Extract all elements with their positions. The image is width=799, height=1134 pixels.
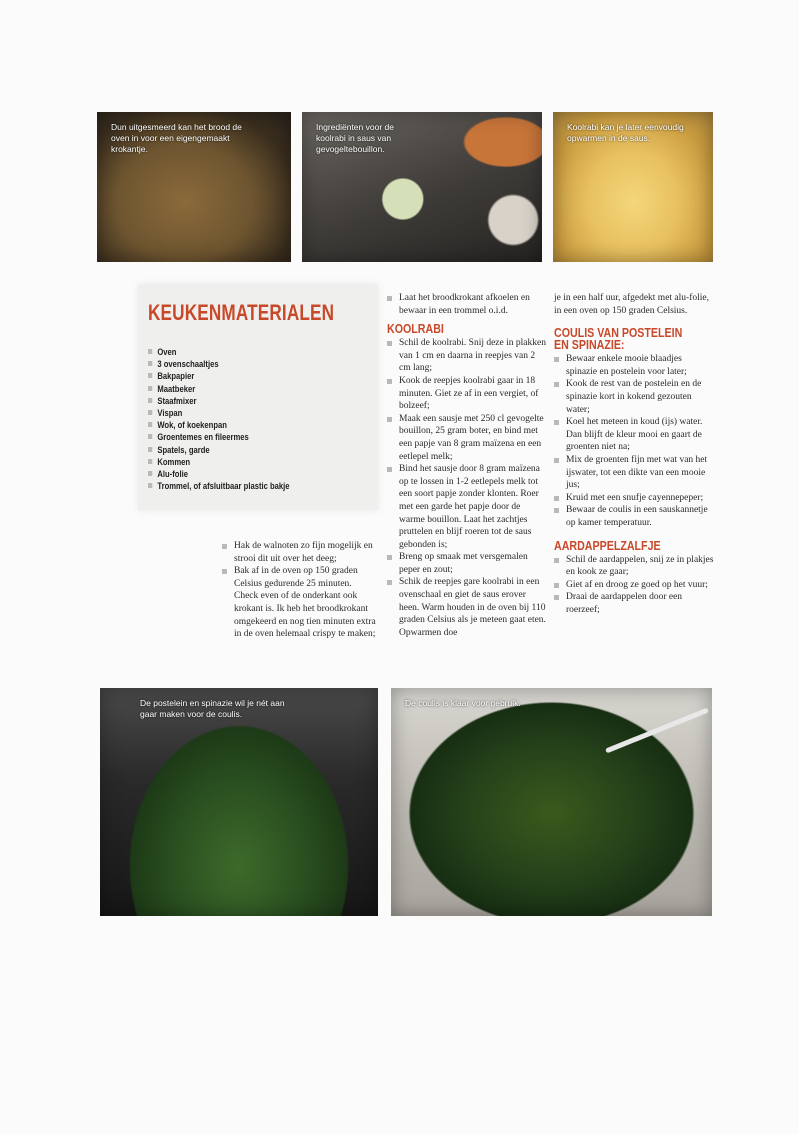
list-item: Oven — [148, 346, 290, 358]
bullet-square-icon — [148, 386, 152, 391]
photo-caption: Dun uitgesmeerd kan het brood de oven in voor een eigengemaakt krokantje. — [111, 122, 242, 154]
bullet-square-icon — [387, 296, 392, 301]
list-item: Trommel, of afsluitbaar plastic bakje — [148, 480, 290, 492]
photo-koolrabi-sauce — [553, 112, 713, 262]
photo-caption: Koolrabi kan je later eenvoudig opwarmen in de saus. — [567, 122, 684, 143]
bullet-square-icon — [148, 398, 152, 403]
bullet-square-icon — [148, 471, 152, 476]
bullet-square-icon — [554, 382, 559, 387]
recipe-step: Schik de reepjes gare koolrabi in een ovenschaal en giet de saus erover heen. Warm houden in de oven bij 110 graden Celsius als je meteen gaat eten. Opwarmen doe — [387, 576, 547, 639]
photo-bread-crisp — [97, 112, 291, 262]
recipe-step: Schil de aardappelen, snij ze in plakjes en kook ze gaar; — [554, 554, 714, 579]
section-title-koolrabi: KOOLRABI — [387, 321, 444, 337]
list-item: Bakpapier — [148, 370, 290, 382]
photo-koolrabi-ingredients — [302, 112, 542, 262]
bullet-square-icon — [222, 569, 227, 574]
bullet-square-icon — [148, 459, 152, 464]
recipe-step: Draai de aardappelen door een roerzeef; — [554, 591, 714, 616]
bullet-square-icon — [148, 483, 152, 488]
bullet-square-icon — [387, 417, 392, 422]
photo-coulis — [391, 688, 712, 916]
list-item: 3 ovenschaaltjes — [148, 358, 290, 370]
photo-caption: De coulis is klaar voor gebruik. — [405, 698, 521, 708]
recipe-step: Bewaar de coulis in een sauskannetje op kamer temperatuur. — [554, 504, 714, 529]
recipe-step: Laat het broodkrokant afkoelen en bewaar in een trommel o.i.d. — [387, 292, 547, 317]
bullet-square-icon — [387, 341, 392, 346]
bullet-square-icon — [554, 558, 559, 563]
recipe-step: Kook de reepjes koolrabi gaar in 18 minuten. Giet ze af in een vergiet, of bolzeef; — [387, 375, 547, 413]
bullet-square-icon — [148, 447, 152, 452]
bullet-square-icon — [554, 357, 559, 362]
bullet-square-icon — [148, 361, 152, 366]
list-item: Spatels, garde — [148, 444, 290, 456]
list-item: Kommen — [148, 456, 290, 468]
recipe-step: Bind het sausje door 8 gram maïzena op te lossen in 1-2 eetlepels melk tot een soort papje zonder klonten. Roer met een garde het papje door de warme bouillon. Laat het zachtjes pruttelen en blijf roeren tot de saus gebonden is; — [387, 463, 547, 551]
bullet-square-icon — [148, 373, 152, 378]
list-item: Staafmixer — [148, 395, 290, 407]
recipe-step: Mix de groenten fijn met wat van het ijswater, tot een dikte van een mooie jus; — [554, 454, 714, 492]
recipe-step: Maak een sausje met 250 cl gevogelte bouillon, 25 gram boter, en bind met een papje van 8 gram maïzena en een eetlepel melk; — [387, 413, 547, 463]
spoon-icon — [605, 708, 709, 754]
bullet-square-icon — [387, 555, 392, 560]
bullet-square-icon — [148, 422, 152, 427]
list-item: Alu-folie — [148, 468, 290, 480]
bullet-square-icon — [554, 458, 559, 463]
section-title-aardappelzalfje: AARDAPPELZALFJE — [554, 537, 661, 553]
bullet-square-icon — [222, 544, 227, 549]
recipe-step: Kruid met een snufje cayennepeper; — [554, 492, 714, 505]
text-column-right — [554, 292, 714, 616]
list-item: Maatbeker — [148, 383, 290, 395]
photo-caption: De postelein en spinazie wil je nét aan gaar maken voor de coulis. — [140, 698, 285, 719]
photo-postelein-spinazie — [100, 688, 378, 916]
recipe-step: Breng op smaak met versgemalen peper en zout; — [387, 551, 547, 576]
bullet-square-icon — [554, 420, 559, 425]
bullet-square-icon — [148, 410, 152, 415]
recipe-step: Giet af en droog ze goed op het vuur; — [554, 579, 714, 592]
recipe-step: Bewaar enkele mooie blaadjes spinazie en postelein voor later; — [554, 353, 714, 378]
bullet-square-icon — [554, 496, 559, 501]
bullet-square-icon — [387, 580, 392, 585]
keukenmaterialen-box — [138, 284, 378, 510]
recipe-step: Bak af in de oven op 150 graden Celsius gedurende 25 minuten. Check even of de onderkant ook krokant is. Ik heb het broodkrokant omgekeerd en nog tien minuten extra in de oven helemaal crispy te maken; — [222, 565, 377, 641]
bullet-square-icon — [554, 583, 559, 588]
list-item: Wok, of koekenpan — [148, 419, 290, 431]
keukenmaterialen-list — [148, 346, 315, 492]
recipe-step-continued: je in een half uur, afgedekt met alu-folie, in een oven op 150 graden Celsius. — [554, 293, 709, 316]
bullet-square-icon — [554, 508, 559, 513]
list-item: Vispan — [148, 407, 290, 419]
recipe-step: Koel het meteen in koud (ijs) water. Dan blijft de kleur mooi en gaart de groenten niet na; — [554, 416, 714, 454]
recipe-step: Schil de koolrabi. Snij deze in plakken van 1 cm en daarna in reepjes van 2 cm lang; — [387, 337, 547, 375]
recipe-step: Kook de rest van de postelein en de spinazie kort in kokend gezouten water; — [554, 378, 714, 416]
text-column-middle — [387, 292, 547, 639]
bullet-square-icon — [148, 349, 152, 354]
bullet-square-icon — [554, 595, 559, 600]
section-title-coulis: COULIS VAN POSTELEIN EN SPINAZIE: — [554, 325, 683, 353]
bullet-square-icon — [148, 434, 152, 439]
bullet-square-icon — [387, 379, 392, 384]
text-column-left — [222, 540, 377, 641]
recipe-step: Hak de walnoten zo fijn mogelijk en strooi dit uit over het deeg; — [222, 540, 377, 565]
photo-caption: Ingrediënten voor de koolrabi in saus van gevogeltebouillon. — [316, 122, 394, 154]
list-item: Groentemes en fileermes — [148, 431, 290, 443]
bullet-square-icon — [387, 467, 392, 472]
keukenmaterialen-title: KEUKENMATERIALEN — [148, 300, 335, 325]
